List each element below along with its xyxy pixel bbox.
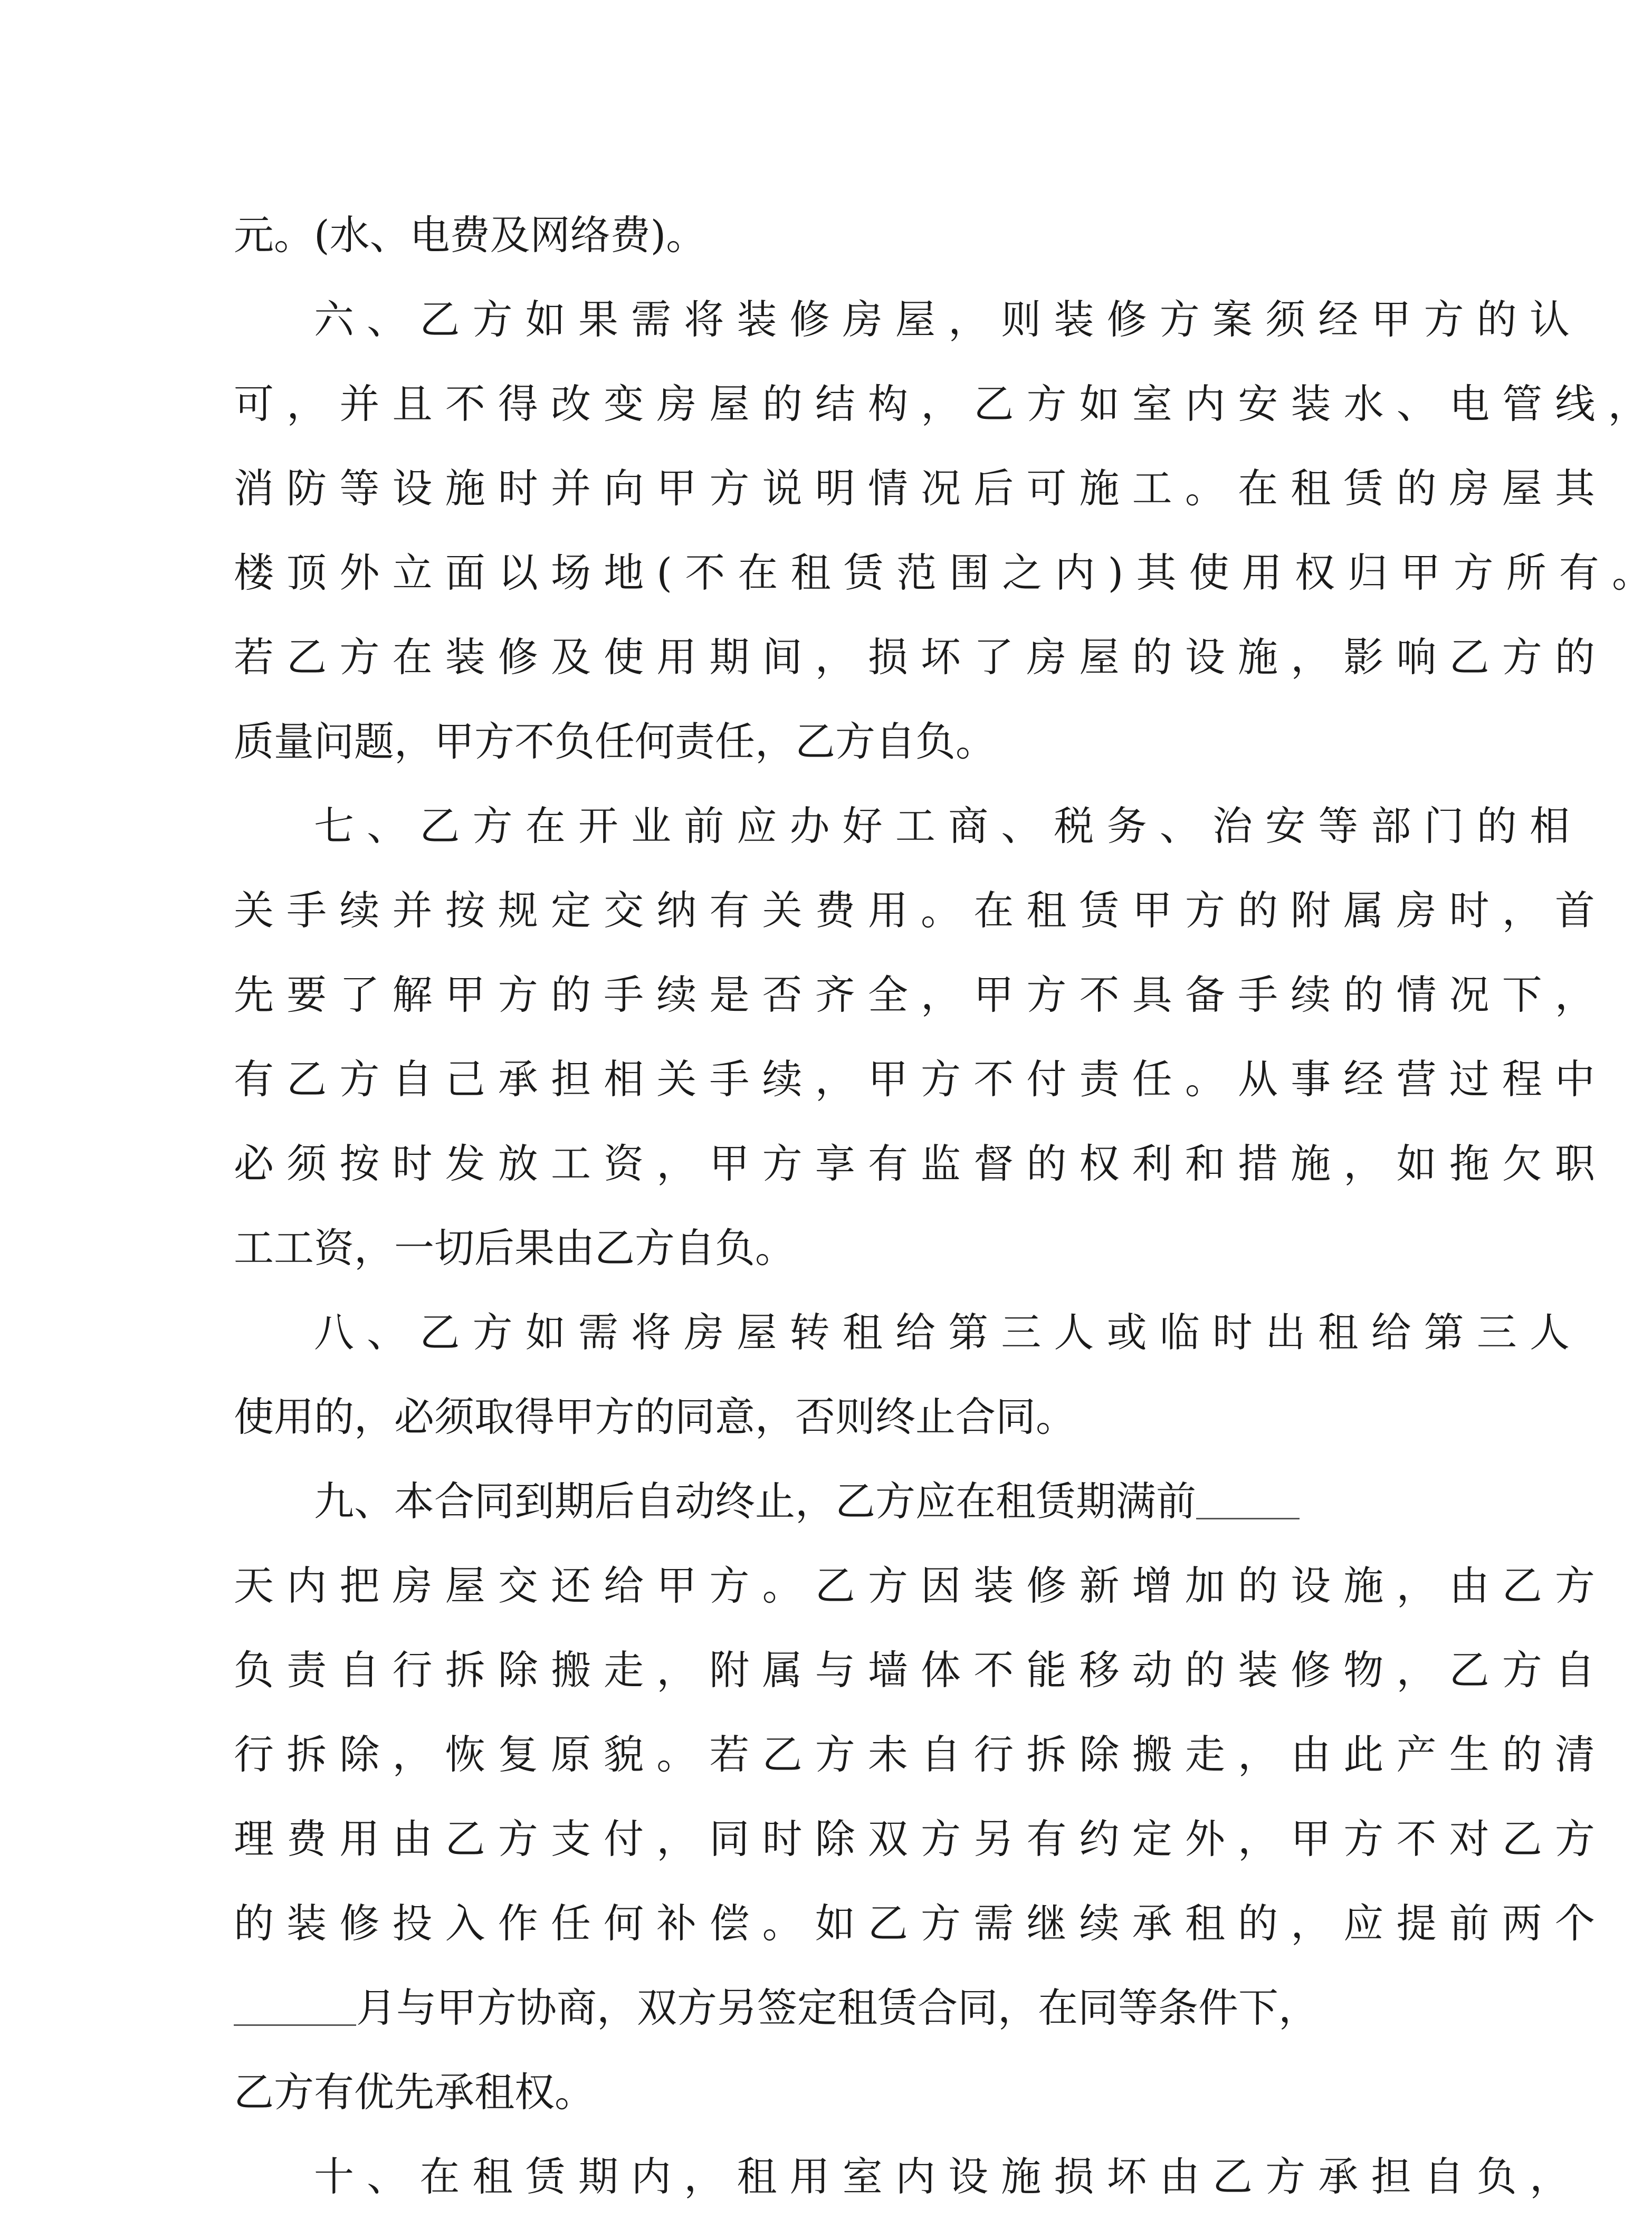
line-text: 七 、 乙 方 在 开 业 前 应 办 好 工 商 、 税 务 、 治 安 等 部 门 的 相: [314, 802, 1570, 849]
line-text: 可 ， 并 且 不 得 改 变 房 屋 的 结 构 ， 乙 方 如 室 内 安 装 水 、 电 管 线 ，: [234, 380, 1648, 427]
text-line: [234, 1037, 1595, 1122]
text-line: [234, 700, 1305, 784]
line-text: 关 手 续 并 按 规 定 交 纳 有 关 费 用 。 在 租 赁 甲 方 的 附 属 房 时 ， 首: [234, 887, 1595, 934]
line-text: 乙方有优先承租权。: [234, 2069, 595, 2116]
line-text: 九、本合同到期后自动终止，乙方应在租赁期满前: [314, 1478, 1196, 1525]
text-line: [234, 1122, 1595, 1206]
text-line: [234, 1966, 1319, 2050]
text-line: [234, 531, 1652, 615]
clause-10-start: [234, 2135, 1570, 2219]
text-line: [234, 2050, 1305, 2135]
line-text: 六 、 乙 方 如 果 需 将 装 修 房 屋 ， 则 装 修 方 案 须 经 甲 方 的 认: [314, 296, 1570, 343]
text-line: [234, 1797, 1595, 1881]
line-text: 若 乙 方 在 装 修 及 使 用 期 间 ， 损 坏 了 房 屋 的 设 施 ， 影 响 乙 方 的: [234, 634, 1595, 681]
fill-in-blank: [1196, 1518, 1300, 1519]
clause-9-start: [234, 1459, 1305, 1544]
line-text: 消 防 等 设 施 时 并 向 甲 方 说 明 情 况 后 可 施 工 。 在 租 赁 的 房 屋 其: [234, 465, 1595, 512]
line-text: 的 装 修 投 入 作 任 何 补 偿 。 如 乙 方 需 继 续 承 租 的 ， 应 提 前 两 个: [234, 1900, 1595, 1947]
contract-text: [234, 193, 1652, 2219]
fill-in-blank: [234, 2024, 356, 2026]
text-line: [234, 953, 1595, 1037]
text-line: [234, 1881, 1595, 1966]
line-text: 元。(水、电费及网络费)。: [234, 212, 706, 259]
text-line: [234, 1206, 1305, 1290]
line-text: 工工资，一切后果由乙方自负。: [234, 1225, 795, 1271]
clause-7-start: [234, 784, 1570, 868]
clause-8-start: [234, 1290, 1570, 1375]
line-text: 有 乙 方 自 己 承 担 相 关 手 续 ， 甲 方 不 付 责 任 。 从 事 经 营 过 程 中: [234, 1056, 1595, 1103]
line-text: 天 内 把 房 屋 交 还 给 甲 方 。 乙 方 因 装 修 新 增 加 的 设 施 ， 由 乙 方: [234, 1562, 1595, 1609]
text-line: [234, 362, 1648, 446]
line-text: 行 拆 除 ， 恢 复 原 貌 。 若 乙 方 未 自 行 拆 除 搬 走 ， 由 此 产 生 的 清: [234, 1731, 1595, 1778]
line-text: 理 费 用 由 乙 方 支 付 ， 同 时 除 双 方 另 有 约 定 外 ， 甲 方 不 对 乙 方: [234, 1815, 1595, 1862]
line-text: 月与甲方协商，双方另签定租赁合同，在同等条件下，: [356, 1984, 1319, 2031]
line-text: 必 须 按 时 发 放 工 资 ， 甲 方 享 有 监 督 的 权 利 和 措 施 ， 如 拖 欠 职: [234, 1140, 1595, 1187]
line-text: 先 要 了 解 甲 方 的 手 续 是 否 齐 全 ， 甲 方 不 具 备 手 续 的 情 况 下 ，: [234, 971, 1595, 1018]
clause-6-start: [234, 278, 1570, 362]
line-text: 十 、 在 租 赁 期 内 ， 租 用 室 内 设 施 损 坏 由 乙 方 承 担 自 负 ，: [314, 2153, 1570, 2200]
text-line: [234, 446, 1595, 531]
line-text: 八 、 乙 方 如 需 将 房 屋 转 租 给 第 三 人 或 临 时 出 租 给 第 三 人: [314, 1309, 1570, 1356]
text-line: [234, 868, 1595, 953]
text-line: [234, 193, 1305, 278]
text-line: [234, 1544, 1595, 1628]
line-text: 使用的，必须取得甲方的同意，否则终止合同。: [234, 1393, 1076, 1440]
text-line: [234, 615, 1595, 700]
text-line: [234, 1375, 1305, 1459]
line-text: 楼 顶 外 立 面 以 场 地 ( 不 在 租 赁 范 围 之 内 ) 其 使 用 权 归 甲 方 所 有 。: [234, 549, 1652, 596]
line-text: 负 责 自 行 拆 除 搬 走 ， 附 属 与 墙 体 不 能 移 动 的 装 修 物 ， 乙 方 自: [234, 1647, 1595, 1694]
line-text: 质量问题，甲方不负任何责任，乙方自负。: [234, 718, 996, 765]
text-line: [234, 1628, 1595, 1713]
text-line: [234, 1713, 1595, 1797]
